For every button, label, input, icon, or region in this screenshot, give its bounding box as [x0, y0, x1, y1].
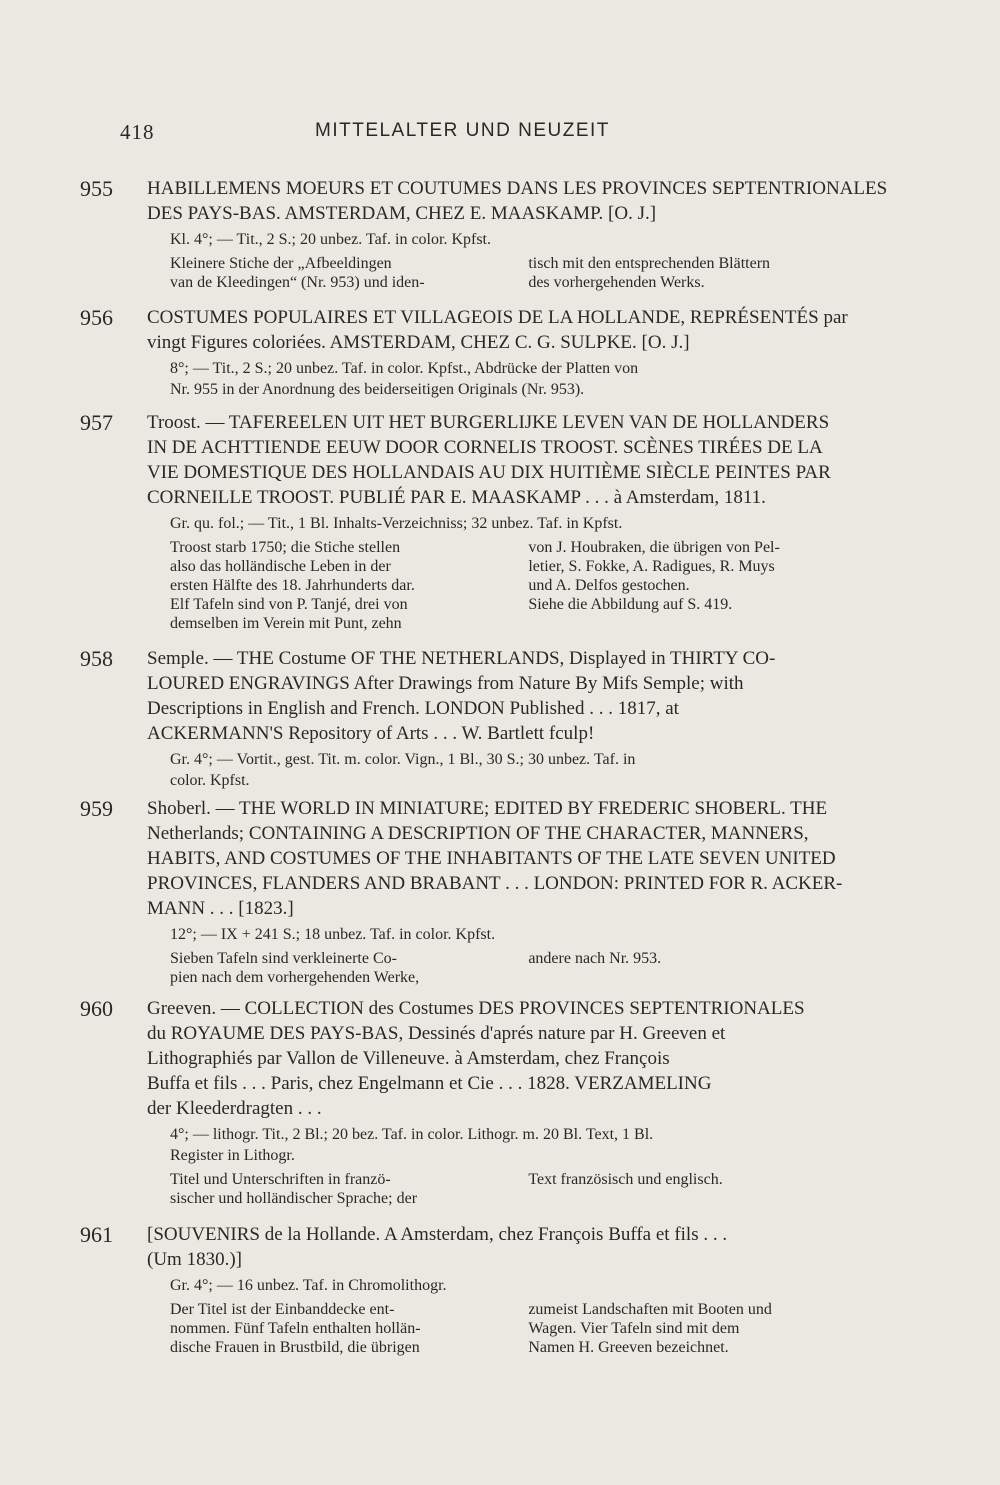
- entry-title-line: Shoberl. — THE WORLD IN MINIATURE; EDITED BY FREDERIC SHOBERL. THE: [147, 798, 828, 819]
- entry-title-line: Descriptions in English and French. LONDON Published . . . 1817, at: [147, 698, 679, 719]
- entry-note-line: tisch mit den entsprechenden Blättern: [528, 255, 771, 272]
- entry-title-line: HABILLEMENS MOEURS ET COUTUMES DANS LES PROVINCES SEPTENTRIONALES: [147, 178, 888, 199]
- entry-note-line: Kleinere Stiche der „Afbeeldingen: [170, 255, 392, 272]
- entry-title-line: vingt Figures coloriées. AMSTERDAM, CHEZ C. G. SULPKE. [O. J.]: [147, 332, 690, 353]
- entry-collation: Gr. 4°; — Vortit., gest. Tit. m. color. Vign., 1 Bl., 30 S.; 30 unbez. Taf. in: [170, 751, 636, 768]
- page-number: 418: [120, 120, 155, 144]
- entry-number: 958: [80, 646, 113, 671]
- entry-title-line: der Kleederdragten . . .: [147, 1098, 322, 1119]
- entry-title-line: MANN . . . [1823.]: [147, 898, 294, 919]
- entry-note-line: Der Titel ist der Einbanddecke ent-: [170, 1301, 395, 1318]
- entry-note-line: Text französisch und englisch.: [528, 1171, 723, 1188]
- entry-collation: color. Kpfst.: [170, 772, 250, 789]
- entry-note-line: Siehe die Abbildung auf S. 419.: [528, 596, 733, 613]
- entry-note-line: Elf Tafeln sind von P. Tanjé, drei von: [170, 596, 408, 613]
- entry-note-line: zumeist Landschaften mit Booten und: [528, 1301, 772, 1318]
- entry-collation: 8°; — Tit., 2 S.; 20 unbez. Taf. in color. Kpfst., Abdrücke der Platten von: [170, 360, 639, 377]
- entry-note-line: Wagen. Vier Tafeln sind mit dem: [528, 1320, 740, 1337]
- entry-collation: Gr. qu. fol.; — Tit., 1 Bl. Inhalts-Verzeichniss; 32 unbez. Taf. in Kpfst.: [170, 515, 623, 532]
- entry-number: 961: [80, 1222, 113, 1247]
- entry-number: 957: [80, 410, 113, 435]
- entry-note-line: ersten Hälfte des 18. Jahrhunderts dar.: [170, 577, 415, 594]
- entry-title-line: Semple. — THE Costume OF THE NETHERLANDS, Displayed in THIRTY CO-: [147, 648, 776, 669]
- catalog-entry: [80, 176, 888, 292]
- entry-number: 956: [80, 305, 113, 330]
- catalog-entry: [80, 1222, 850, 1357]
- entry-collation: Kl. 4°; — Tit., 2 S.; 20 unbez. Taf. in color. Kpfst.: [170, 231, 491, 248]
- entry-title-line: [SOUVENIRS de la Hollande. A Amsterdam, chez François Buffa et fils . . .: [147, 1224, 728, 1245]
- entry-title-line: COSTUMES POPULAIRES ET VILLAGEOIS DE LA HOLLANDE, REPRÉSENTÉS par: [147, 307, 848, 328]
- entry-title-line: DES PAYS-BAS. AMSTERDAM, CHEZ E. MAASKAMP. [O. J.]: [147, 203, 657, 224]
- entry-title-line: CORNEILLE TROOST. PUBLIÉ PAR E. MAASKAMP . . . à Amsterdam, 1811.: [147, 487, 766, 508]
- entry-collation: 12°; — IX + 241 S.; 18 unbez. Taf. in color. Kpfst.: [170, 926, 496, 943]
- entry-note-line: Namen H. Greeven bezeichnet.: [528, 1339, 729, 1356]
- catalog-entry: [80, 646, 850, 791]
- entry-note-line: und A. Delfos gestochen.: [528, 577, 690, 594]
- catalog-entry: [80, 796, 850, 987]
- entry-title-line: Buffa et fils . . . Paris, chez Engelmann et Cie . . . 1828. VERZAMELING: [147, 1073, 712, 1094]
- entry-collation: Gr. 4°; — 16 unbez. Taf. in Chromolithogr.: [170, 1277, 447, 1294]
- entry-note-line: demselben im Verein mit Punt, zehn: [170, 615, 402, 632]
- entry-note-line: Titel und Unterschriften in franzö-: [170, 1171, 391, 1188]
- entry-title-line: du ROYAUME DES PAYS-BAS, Dessinés d'aprés nature par H. Greeven et: [147, 1023, 726, 1044]
- entry-title-line: Netherlands; CONTAINING A DESCRIPTION OF THE CHARACTER, MANNERS,: [147, 823, 809, 844]
- entry-number: 959: [80, 796, 113, 821]
- catalog-entry: [80, 996, 850, 1208]
- entry-note-line: pien nach dem vorhergehenden Werke,: [170, 969, 420, 986]
- entry-collation: 4°; — lithogr. Tit., 2 Bl.; 20 bez. Taf. in color. Lithogr. m. 20 Bl. Text, 1 Bl.: [170, 1126, 654, 1143]
- entry-title-line: LOURED ENGRAVINGS After Drawings from Nature By Mifs Semple; with: [147, 673, 744, 694]
- page-header: [120, 120, 850, 150]
- entry-number: 955: [80, 176, 113, 201]
- entry-title-line: IN DE ACHTTIENDE EEUW DOOR CORNELIS TROOST. SCÈNES TIRÉES DE LA: [147, 437, 823, 458]
- entry-collation: Nr. 955 in der Anordnung des beiderseitigen Originals (Nr. 953).: [170, 381, 585, 398]
- entry-collation: Register in Lithogr.: [170, 1147, 295, 1164]
- catalog-entry: [80, 305, 850, 400]
- entry-number: 960: [80, 996, 113, 1021]
- entry-note-line: andere nach Nr. 953.: [528, 950, 662, 967]
- running-title: MITTELALTER UND NEUZEIT: [315, 120, 610, 141]
- entry-note-line: des vorhergehenden Werks.: [528, 274, 705, 291]
- entry-title-line: PROVINCES, FLANDERS AND BRABANT . . . LONDON: PRINTED FOR R. ACKER-: [147, 873, 843, 894]
- entry-title-line: VIE DOMESTIQUE DES HOLLANDAIS AU DIX HUITIÈME SIÈCLE PEINTES PAR: [147, 462, 831, 483]
- entry-note-line: letier, S. Fokke, A. Radigues, R. Muys: [528, 558, 775, 575]
- entry-note-line: dische Frauen in Brustbild, die übrigen: [170, 1339, 420, 1356]
- entry-note-line: sischer und holländischer Sprache; der: [170, 1190, 418, 1207]
- entry-title-line: HABITS, AND COSTUMES OF THE INHABITANTS OF THE LATE SEVEN UNITED: [147, 848, 836, 869]
- entry-note-line: nommen. Fünf Tafeln enthalten hollän-: [170, 1320, 421, 1337]
- entry-note-line: Sieben Tafeln sind verkleinerte Co-: [170, 950, 397, 967]
- entry-title-line: Troost. — TAFEREELEN UIT HET BURGERLIJKE LEVEN VAN DE HOLLANDERS: [147, 412, 830, 433]
- catalog-entry: [80, 410, 850, 633]
- entry-note-line: von J. Houbraken, die übrigen von Pel-: [528, 539, 780, 556]
- entry-note-line: also das holländische Leben in der: [170, 558, 391, 575]
- entry-title-line: Greeven. — COLLECTION des Costumes DES PROVINCES SEPTENTRIONALES: [147, 998, 805, 1019]
- entry-title-line: (Um 1830.)]: [147, 1249, 242, 1270]
- entry-title-line: ACKERMANN'S Repository of Arts . . . W. Bartlett fculp!: [147, 723, 595, 744]
- entry-note-line: Troost starb 1750; die Stiche stellen: [170, 539, 401, 556]
- entry-title-line: Lithographiés par Vallon de Villeneuve. à Amsterdam, chez François: [147, 1048, 670, 1069]
- entry-note-line: van de Kleedingen“ (Nr. 953) und iden-: [170, 274, 425, 291]
